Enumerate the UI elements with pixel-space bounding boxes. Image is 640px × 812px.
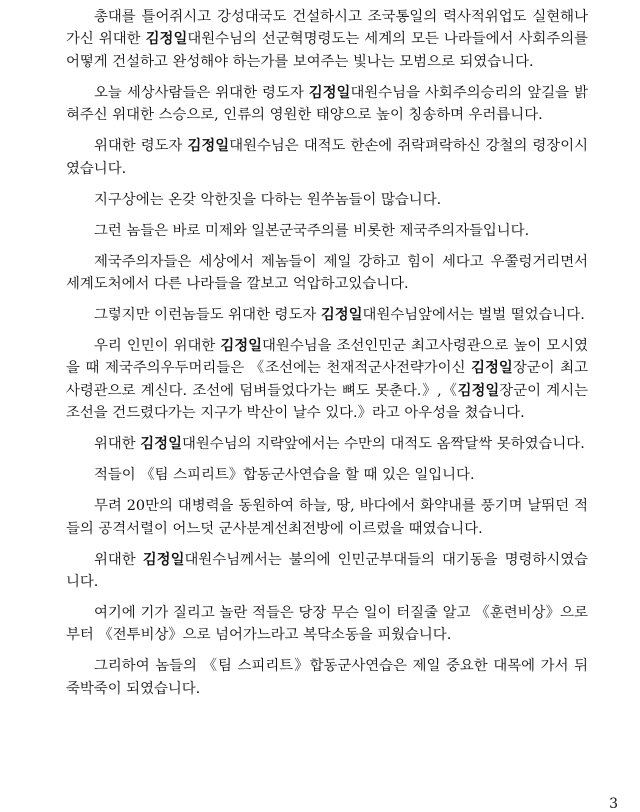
- paragraph-text: 대원수님을 조선인민군 최고사령관으로 높이 모시였을 때 제국주의우두머리들은 《조선에는 천재적군사전략가이신: [66, 338, 588, 377]
- paragraph: [66, 82, 588, 127]
- leader-name: 김정일: [220, 338, 263, 355]
- paragraph-text: 적들이 《팀 스피리트》합동군사연습을 할 때 있은 일입니다.: [94, 467, 475, 484]
- leader-name: 김정일: [308, 84, 351, 101]
- leader-name: 김정일: [320, 307, 363, 324]
- paragraph-text: 대원수님께서는 불의에 인민군부대들의 대기동을 명령하시였습니다.: [66, 551, 589, 591]
- paragraph: [66, 464, 588, 486]
- paragraph-text: 대원수님앞에서는 벌벌 떨었습니다.: [362, 307, 585, 324]
- paragraph-text: 위대한: [94, 436, 141, 453]
- paragraph-text: 무려 20만의 대병력을 동원하여 하늘, 땅, 바다에서 화약내를 풍기며 날뛰던 적들의 공격서렬이 어느덧 군사분계선최전방에 이르렀을 때였습니다.: [66, 498, 588, 537]
- paragraph: [66, 602, 588, 647]
- leader-name: 김정일: [471, 360, 513, 377]
- leader-name: 김정일: [140, 436, 182, 453]
- page-number: 3: [609, 796, 618, 812]
- paragraph-text: 오늘 세상사람들은 위대한 령도자: [94, 84, 309, 101]
- paragraph-text: 여기에 기가 질리고 놀란 적들은 당장 무슨 일이 터질줄 알고 《훈련비상》으로부터 《전투비상》으로 넘어가느라고 복닥소동을 피웠습니다.: [66, 605, 588, 644]
- paragraph-text: 장군이 계시는 조선을 건드렸다가는 지구가 박산이 날수 있다.》라고 아우성을 쳤습니다.: [66, 382, 588, 422]
- paragraph-text: 위대한 령도자: [94, 138, 188, 155]
- paragraph: [66, 495, 588, 540]
- paragraph-text: 그렇지만 이런놈들도 위대한 령도자: [94, 307, 321, 324]
- paragraph: [66, 135, 588, 180]
- paragraph-text: 제국주의자들은 세상에서 제놈들이 제일 강하고 힘이 세다고 우쭐렁거리면서 세계도처에서 다른 나라들을 깔보고 억압하고있습니다.: [66, 253, 588, 293]
- leader-name: 김정일: [187, 138, 230, 155]
- paragraph: [66, 6, 588, 73]
- paragraph-text: 지구상에는 온갖 악한짓을 다하는 원쑤놈들이 많습니다.: [94, 191, 442, 208]
- paragraph-text: 대원수님의 지략앞에서는 수만의 대적도 옴짝달싹 못하였습니다.: [182, 436, 585, 453]
- leader-name: 김정일: [145, 31, 188, 48]
- paragraph-text: 대원수님의 선군혁명령도는 세계의 모든 나라들에서 사회주의를 어떻게 건설하고 완성해야 하는가를 보여주는 빛나는 모범으로 되였습니다.: [66, 31, 589, 70]
- paragraph: [66, 655, 588, 700]
- paragraph-text: 대원수님을 사회주의승리의 앞길을 밝혀주신 위대한 스승으로, 인류의 영원한 태양으로 높이 칭송하며 우러릅니다.: [66, 84, 588, 124]
- leader-name: 김정일: [457, 382, 500, 399]
- document-body: [66, 6, 588, 709]
- paragraph: [66, 433, 588, 455]
- paragraph: [66, 304, 588, 326]
- paragraph-text: 대원수님은 대적도 한손에 쥐락펴락하신 강철의 령장이시였습니다.: [66, 138, 588, 177]
- paragraph-text: 그런 놈들은 바로 미제와 일본군국주의를 비롯한 제국주의자들입니다.: [94, 222, 530, 239]
- paragraph: [66, 335, 588, 425]
- paragraph: [66, 251, 588, 296]
- paragraph-text: 그리하여 놈들의 《팀 스피리트》합동군사연습은 제일 중요한 대목에 가서 뒤죽박죽이 되였습니다.: [66, 658, 588, 697]
- paragraph-text: 위대한: [94, 551, 143, 568]
- paragraph-text: 장군이 최고사령관으로 계신다. 조선에 덤벼들었다가는 뼈도 못춘다.》,《: [66, 360, 588, 399]
- paragraph: [66, 189, 588, 211]
- paragraph: [66, 549, 588, 594]
- paragraph-text: 총대를 틀어쥐시고 강성대국도 건설하시고 조국통일의 력사적위업도 실현해나가신 위대한: [66, 9, 588, 48]
- paragraph-text: 우리 인민이 위대한: [94, 338, 221, 355]
- leader-name: 김정일: [142, 551, 185, 568]
- paragraph: [66, 220, 588, 242]
